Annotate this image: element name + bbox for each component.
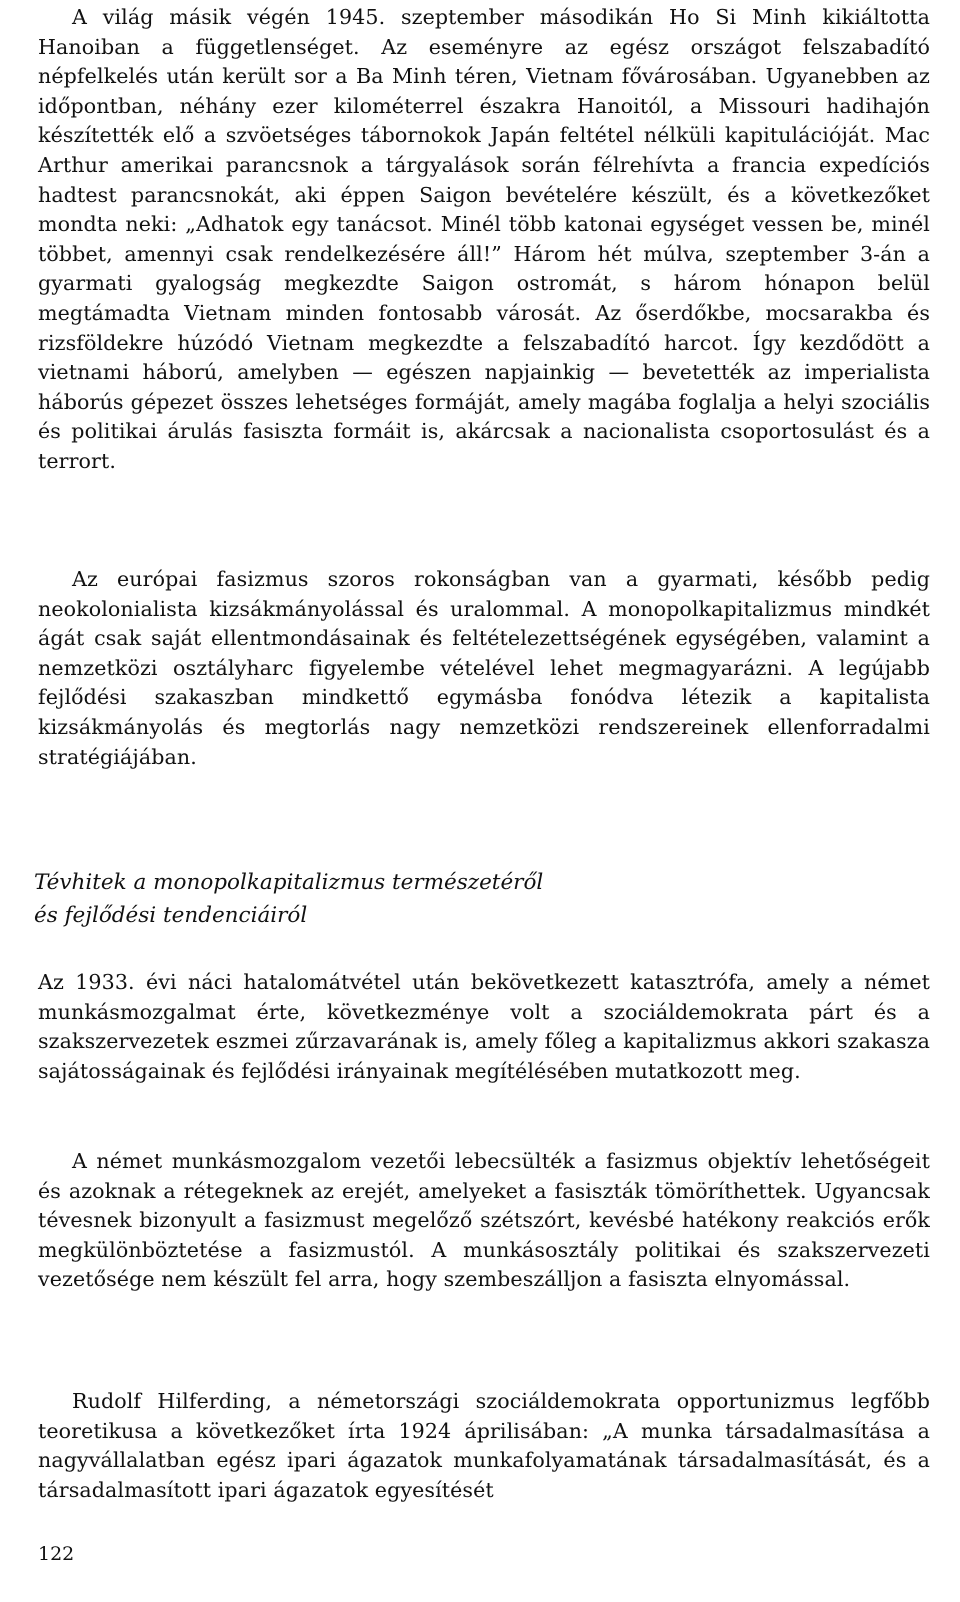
paragraph-european-fascism: Az európai fasizmus szoros rokonságban van a gyarmati, később pedig neokolonialista kizsákmányolással és uralommal. A monopolkapitalizmus mindkét ágát csak saját ellentmondásainak és feltételezettségének egységében, valamint a nemzetközi osztályharc figyelembe vételével lehet megmagyarázni. A legújabb fejlődési szakaszban mindkettő egymásba fonódva létezik a kapitalista kizsákmányolás és megtorlás nagy nemzetközi rendszereinek ellenforradalmi stratégiájában.: [38, 567, 930, 769]
book-page: [34, 0, 930, 1602]
section-heading-line-1: Tévhitek a monopolkapitalizmus természetéről: [34, 870, 544, 895]
page-number: 122: [38, 1543, 75, 1565]
section-heading: [34, 866, 926, 932]
paragraph-nazi-takeover: Az 1933. évi náci hatalomátvétel után bekövetkezett katasztrófa, amely a német munkásmozgalmat érte, következménye volt a szociáldemokrata párt és a szakszervezetek eszmei zűrzavarának is, amely főleg a kapitalizmus akkori szakasza sajátosságainak és fejlődési irányainak megítélésében mutatkozott meg.: [38, 970, 930, 1083]
paragraph-vietnam-war: A világ másik végén 1945. szeptember másodikán Ho Si Minh kikiáltotta Hanoiban a függetlenséget. Az eseményre az egész országot felszabadító népfelkelés után került sor a Ba Minh téren, Vietnam fővárosában. Ugyanebben az időpontban, néhány ezer kilométerrel északra Hanoitól, a Missouri hadihajón készítették elő a szvöetséges tábornokok Japán feltétel nélküli kapitulációját. Mac Arthur amerikai parancsnok a tárgyalások során félrehívta a francia expedíciós hadtest parancsnokát, aki éppen Saigon bevételére készült, és a következőket mondta neki: „Adhatok egy tanácsot. Minél több katonai egységet vessen be, minél többet, amennyi csak rendelkezésére áll!” Három hét múlva, szeptember 3-án a gyarmati gyalogság megkezdte Saigon ostromát, s három hónapon belül megtámadta Vietnam minden fontosabb városát. Az őserdőkbe, mocsarakba és rizsföldekre húzódó Vietnam megkezdte a felszabadító harcot. Így kezdődött a vietnami háború, amelyben — egészen napjainkig — bevetették az imperialista háborús gépezet összes lehetséges formáját, amely magába foglalja a helyi szociális és politikai árulás fasiszta formáit is, akárcsak a nacionalista csoportosulást és a terrort.: [38, 5, 930, 473]
paragraph-labour-leaders: A német munkásmozgalom vezetői lebecsülték a fasizmus objektív lehetőségeit és azoknak a rétegeknek az erejét, amelyeket a fasiszták tömöríthettek. Ugyancsak tévesnek bizonyult a fasizmust megelőző szétszórt, kevésbé hatékony reakciós erők megkülönböztetése a fasizmustól. A munkásosztály politikai és szakszervezeti vezetősége nem készült fel arra, hogy szembeszálljon a fasiszta elnyomással.: [38, 1149, 930, 1292]
paragraph-hilferding: Rudolf Hilferding, a németországi szociáldemokrata opportunizmus legfőbb teoretikusa a következőket írta 1924 áprilisában: „A munka társadalmasítása a nagyvállalatban egész ipari ágazatok munkafolyamatának társadalmasítását, és a társadalmasított ipari ágazatok egyesítését: [38, 1389, 930, 1502]
section-heading-line-2: és fejlődési tendenciáiról: [34, 903, 308, 928]
